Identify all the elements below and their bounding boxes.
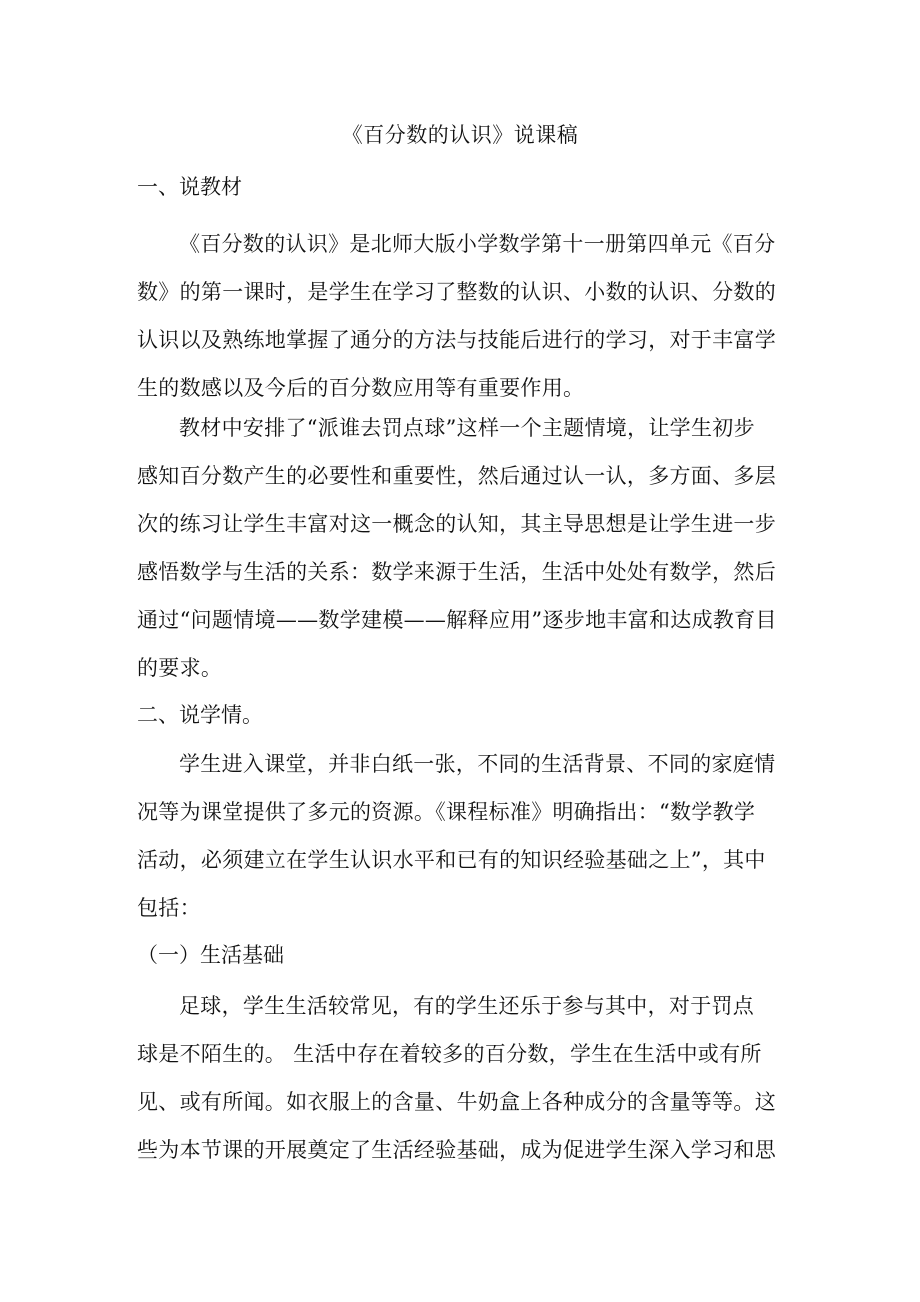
text-line: 通过“问题情境——数学建模——解释应用”逐步地丰富和达成教育目	[137, 608, 777, 632]
text-line: 认识以及熟练地掌握了通分的方法与技能后进行的学习，对于丰富学	[137, 328, 776, 352]
text-line: 见、或有所闻。如衣服上的含量、牛奶盒上各种成分的含量等等。这	[137, 1090, 776, 1114]
paragraph-learners	[137, 740, 785, 932]
text-line: 的要求。	[137, 656, 223, 680]
paragraph-textbook-design	[137, 404, 785, 692]
text-line: 球是不陌生的。 生活中存在着较多的百分数，学生在生活中或有所	[137, 1042, 762, 1066]
text-line: 次的练习让学生丰富对这一概念的认知，其主导思想是让学生进一步	[137, 512, 776, 536]
paragraph-textbook-intro	[137, 220, 785, 412]
text-line: 感悟数学与生活的关系：数学来源于生活，生活中处处有数学，然后	[137, 560, 776, 584]
document-title: 《百分数的认识》说课稿	[341, 123, 579, 147]
text-line: 学生进入课堂，并非白纸一张，不同的生活背景、不同的家庭情	[179, 752, 776, 776]
text-line: 感知百分数产生的必要性和重要性，然后通过认一认，多方面、多层	[137, 464, 776, 488]
text-line: 些为本节课的开展奠定了生活经验基础，成为促进学生深入学习和思	[137, 1138, 776, 1162]
subsection-heading-life-basis: （一）生活基础	[137, 943, 284, 967]
text-line: 包括：	[137, 896, 201, 920]
text-line: 况等为课堂提供了多元的资源。《课程标准》明确指出：“数学教学	[137, 800, 756, 824]
text-line: 生的数感以及今后的百分数应用等有重要作用。	[137, 376, 585, 400]
text-line: 数》的第一课时，是学生在学习了整数的认识、小数的认识、分数的	[137, 280, 776, 304]
text-line: 教材中安排了“派谁去罚点球”这样一个主题情境，让学生初步	[179, 416, 755, 440]
text-line: 足球，学生生活较常见，有的学生还乐于参与其中，对于罚点	[179, 994, 755, 1018]
section-heading-textbook: 一、说教材	[137, 175, 242, 199]
paragraph-life-basis	[137, 982, 785, 1174]
text-line: 活动，必须建立在学生认识水平和已有的知识经验基础之上”，其中	[137, 848, 766, 872]
section-heading-learners: 二、说学情。	[137, 703, 263, 727]
text-line: 《百分数的认识》是北师大版小学数学第十一册第四单元《百分	[179, 232, 776, 256]
